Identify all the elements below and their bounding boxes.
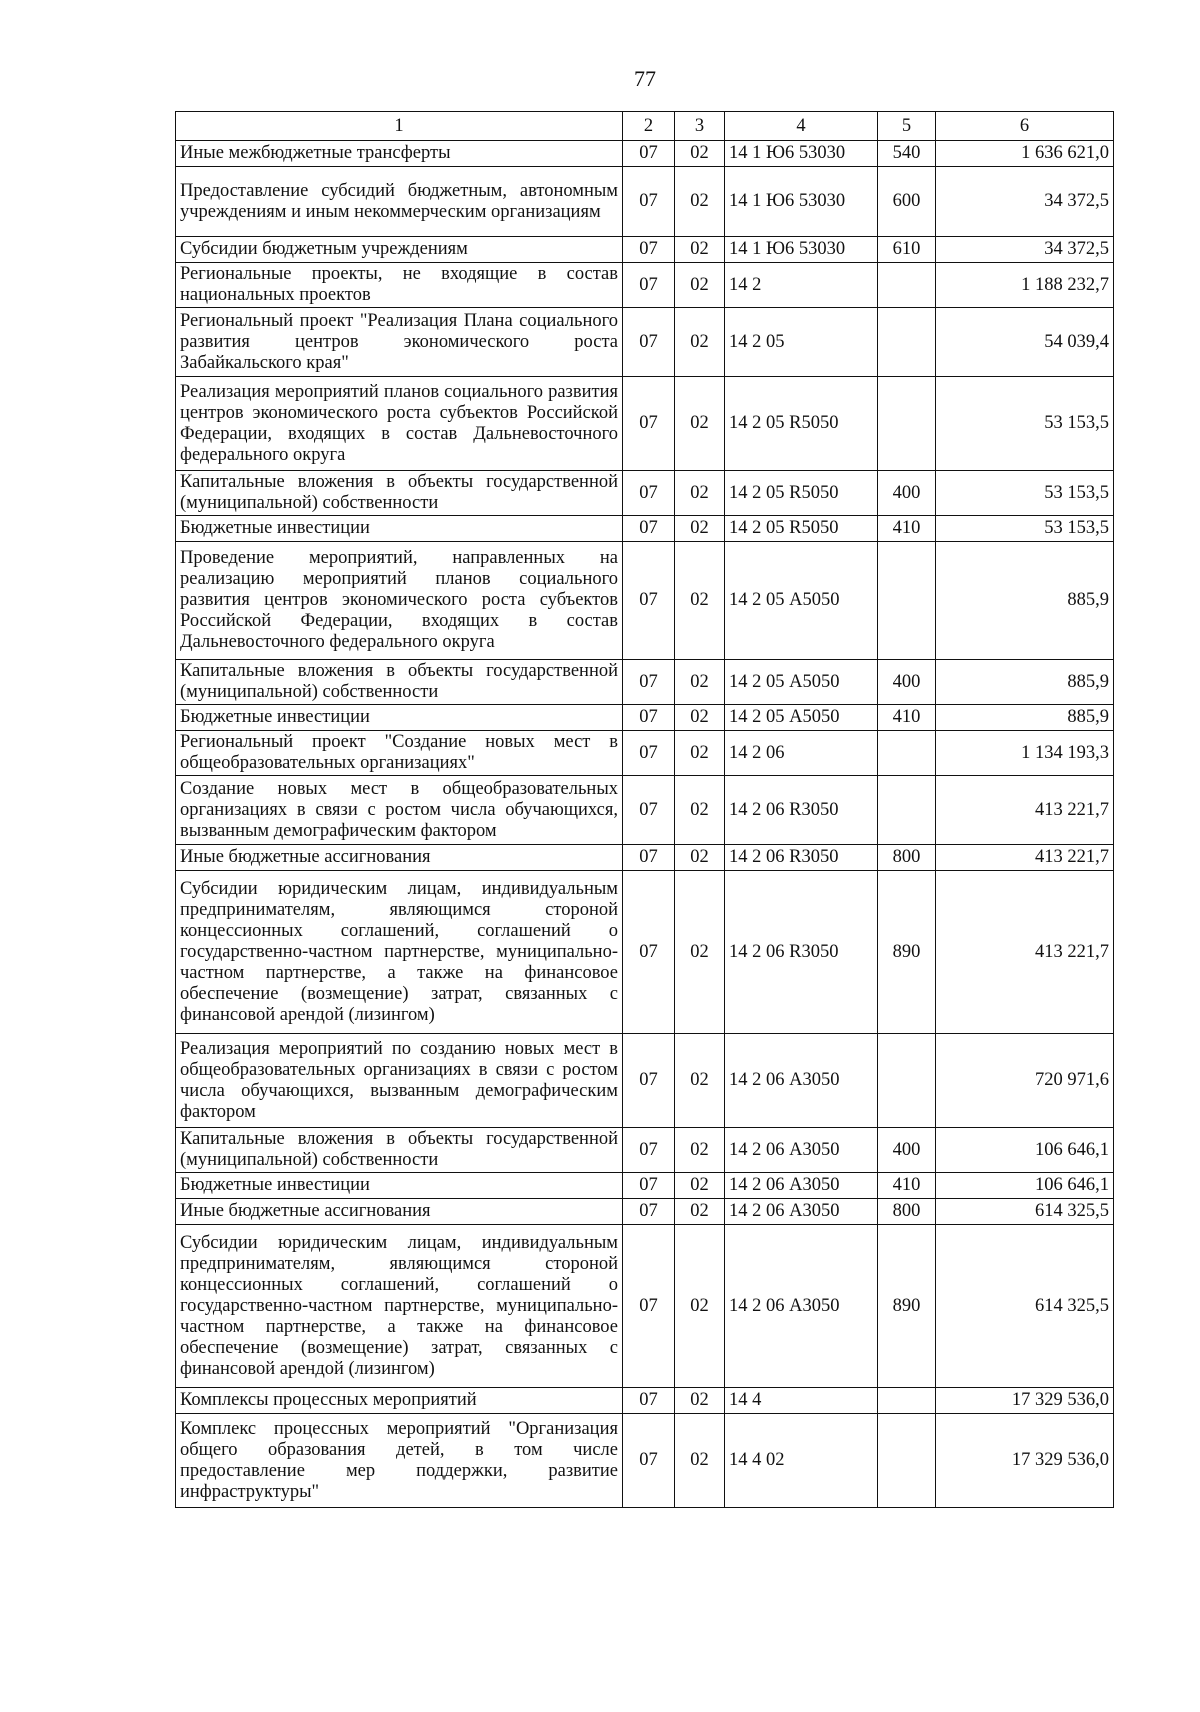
expense-type-cell: 800 — [878, 1199, 936, 1225]
subsection-cell: 02 — [675, 705, 725, 731]
section-cell: 07 — [623, 1034, 675, 1128]
section-cell: 07 — [623, 167, 675, 237]
table-row — [176, 237, 1114, 263]
row-name-cell: Бюджетные инвестиции — [176, 516, 623, 542]
subsection-cell: 02 — [675, 1199, 725, 1225]
subsection-cell: 02 — [675, 167, 725, 237]
subsection-cell: 02 — [675, 731, 725, 776]
table-row — [176, 871, 1114, 1034]
table-row — [176, 1225, 1114, 1388]
table-row — [176, 141, 1114, 167]
amount-cell: 53 153,5 — [936, 471, 1114, 516]
row-name-cell: Региональный проект "Реализация Плана социального развития центров экономического роста Забайкальского края" — [176, 308, 623, 377]
target-code-cell: 14 2 06 R3050 — [725, 871, 878, 1034]
table-row — [176, 1128, 1114, 1173]
target-code-cell: 14 1 Ю6 53030 — [725, 167, 878, 237]
expense-type-cell — [878, 308, 936, 377]
amount-cell: 106 646,1 — [936, 1128, 1114, 1173]
amount-cell: 17 329 536,0 — [936, 1414, 1114, 1508]
expense-type-cell: 400 — [878, 660, 936, 705]
amount-cell: 720 971,6 — [936, 1034, 1114, 1128]
section-cell: 07 — [623, 377, 675, 471]
amount-cell: 17 329 536,0 — [936, 1388, 1114, 1414]
expense-type-cell: 400 — [878, 471, 936, 516]
section-cell: 07 — [623, 263, 675, 308]
target-code-cell: 14 2 05 А5050 — [725, 660, 878, 705]
table-row — [176, 1388, 1114, 1414]
expense-type-cell: 600 — [878, 167, 936, 237]
table-row — [176, 845, 1114, 871]
expense-type-cell — [878, 1414, 936, 1508]
target-code-cell: 14 2 06 R3050 — [725, 776, 878, 845]
table-row — [176, 377, 1114, 471]
amount-cell: 34 372,5 — [936, 237, 1114, 263]
subsection-cell: 02 — [675, 1128, 725, 1173]
table-row — [176, 1199, 1114, 1225]
budget-table — [175, 111, 1114, 1508]
table-row — [176, 308, 1114, 377]
target-code-cell: 14 4 — [725, 1388, 878, 1414]
target-code-cell: 14 2 — [725, 263, 878, 308]
expense-type-cell: 410 — [878, 705, 936, 731]
header-cell: 6 — [936, 112, 1114, 141]
target-code-cell: 14 1 Ю6 53030 — [725, 141, 878, 167]
section-cell: 07 — [623, 1173, 675, 1199]
row-name-cell: Иные бюджетные ассигнования — [176, 1199, 623, 1225]
row-name-cell: Субсидии бюджетным учреждениям — [176, 237, 623, 263]
subsection-cell: 02 — [675, 660, 725, 705]
amount-cell: 885,9 — [936, 705, 1114, 731]
page-number: 77 — [634, 66, 656, 91]
expense-type-cell — [878, 263, 936, 308]
amount-cell: 1 636 621,0 — [936, 141, 1114, 167]
section-cell: 07 — [623, 1388, 675, 1414]
row-name-cell: Бюджетные инвестиции — [176, 705, 623, 731]
header-cell: 2 — [623, 112, 675, 141]
target-code-cell: 14 2 05 А5050 — [725, 542, 878, 660]
row-name-cell: Иные межбюджетные трансферты — [176, 141, 623, 167]
target-code-cell: 14 2 06 А3050 — [725, 1173, 878, 1199]
section-cell: 07 — [623, 1414, 675, 1508]
amount-cell: 53 153,5 — [936, 377, 1114, 471]
amount-cell: 885,9 — [936, 660, 1114, 705]
subsection-cell: 02 — [675, 377, 725, 471]
expense-type-cell — [878, 1388, 936, 1414]
section-cell: 07 — [623, 660, 675, 705]
table-row — [176, 471, 1114, 516]
amount-cell: 1 188 232,7 — [936, 263, 1114, 308]
amount-cell: 53 153,5 — [936, 516, 1114, 542]
section-cell: 07 — [623, 308, 675, 377]
row-name-cell: Капитальные вложения в объекты государственной (муниципальной) собственности — [176, 1128, 623, 1173]
expense-type-cell: 540 — [878, 141, 936, 167]
expense-type-cell: 410 — [878, 516, 936, 542]
row-name-cell: Проведение мероприятий, направленных на реализацию мероприятий планов социального развития центров экономического роста субъектов Российской Федерации, входящих в состав Дальневосточного федерального округа — [176, 542, 623, 660]
section-cell: 07 — [623, 1199, 675, 1225]
row-name-cell: Субсидии юридическим лицам, индивидуальным предпринимателям, являющимся стороной концессионных соглашений, соглашений о государственно-частном партнерстве, муниципально-частном партнерстве, а также на финансовое обеспечение (возмещение) затрат, связанных с финансовой арендой (лизингом) — [176, 871, 623, 1034]
header-row — [176, 112, 1114, 141]
target-code-cell: 14 2 06 А3050 — [725, 1199, 878, 1225]
amount-cell: 54 039,4 — [936, 308, 1114, 377]
subsection-cell: 02 — [675, 237, 725, 263]
amount-cell: 106 646,1 — [936, 1173, 1114, 1199]
section-cell: 07 — [623, 237, 675, 263]
subsection-cell: 02 — [675, 1173, 725, 1199]
subsection-cell: 02 — [675, 1414, 725, 1508]
table-row — [176, 263, 1114, 308]
section-cell: 07 — [623, 471, 675, 516]
expense-type-cell — [878, 731, 936, 776]
target-code-cell: 14 2 06 А3050 — [725, 1225, 878, 1388]
expense-type-cell: 610 — [878, 237, 936, 263]
header-cell: 3 — [675, 112, 725, 141]
section-cell: 07 — [623, 1128, 675, 1173]
amount-cell: 614 325,5 — [936, 1199, 1114, 1225]
amount-cell: 413 221,7 — [936, 845, 1114, 871]
section-cell: 07 — [623, 845, 675, 871]
table-row — [176, 167, 1114, 237]
subsection-cell: 02 — [675, 1225, 725, 1388]
subsection-cell: 02 — [675, 871, 725, 1034]
row-name-cell: Региональные проекты, не входящие в состав национальных проектов — [176, 263, 623, 308]
amount-cell: 34 372,5 — [936, 167, 1114, 237]
subsection-cell: 02 — [675, 776, 725, 845]
amount-cell: 413 221,7 — [936, 776, 1114, 845]
section-cell: 07 — [623, 871, 675, 1034]
header-cell: 4 — [725, 112, 878, 141]
target-code-cell: 14 2 06 А3050 — [725, 1034, 878, 1128]
header-cell: 5 — [878, 112, 936, 141]
subsection-cell: 02 — [675, 542, 725, 660]
subsection-cell: 02 — [675, 516, 725, 542]
amount-cell: 1 134 193,3 — [936, 731, 1114, 776]
table-row — [176, 705, 1114, 731]
target-code-cell: 14 2 06 R3050 — [725, 845, 878, 871]
row-name-cell: Региональный проект "Создание новых мест в общеобразовательных организациях" — [176, 731, 623, 776]
table-row — [176, 542, 1114, 660]
section-cell: 07 — [623, 542, 675, 660]
subsection-cell: 02 — [675, 471, 725, 516]
subsection-cell: 02 — [675, 1034, 725, 1128]
target-code-cell: 14 2 05 R5050 — [725, 516, 878, 542]
header-cell: 1 — [176, 112, 623, 141]
expense-type-cell — [878, 377, 936, 471]
target-code-cell: 14 2 05 R5050 — [725, 471, 878, 516]
expense-type-cell: 410 — [878, 1173, 936, 1199]
subsection-cell: 02 — [675, 263, 725, 308]
table-row — [176, 776, 1114, 845]
table-row — [176, 1173, 1114, 1199]
row-name-cell: Бюджетные инвестиции — [176, 1173, 623, 1199]
table-row — [176, 660, 1114, 705]
subsection-cell: 02 — [675, 1388, 725, 1414]
row-name-cell: Иные бюджетные ассигнования — [176, 845, 623, 871]
target-code-cell: 14 4 02 — [725, 1414, 878, 1508]
amount-cell: 885,9 — [936, 542, 1114, 660]
section-cell: 07 — [623, 705, 675, 731]
row-name-cell: Капитальные вложения в объекты государственной (муниципальной) собственности — [176, 660, 623, 705]
row-name-cell: Субсидии юридическим лицам, индивидуальным предпринимателям, являющимся стороной концессионных соглашений, соглашений о государственно-частном партнерстве, муниципально-частном партнерстве, а также на финансовое обеспечение (возмещение) затрат, связанных с финансовой арендой (лизингом) — [176, 1225, 623, 1388]
section-cell: 07 — [623, 141, 675, 167]
section-cell: 07 — [623, 776, 675, 845]
table-row — [176, 1034, 1114, 1128]
target-code-cell: 14 2 05 А5050 — [725, 705, 878, 731]
target-code-cell: 14 2 06 — [725, 731, 878, 776]
expense-type-cell — [878, 542, 936, 660]
target-code-cell: 14 1 Ю6 53030 — [725, 237, 878, 263]
row-name-cell: Комплекс процессных мероприятий "Организация общего образования детей, в том числе предоставление мер поддержки, развитие инфраструктуры" — [176, 1414, 623, 1508]
subsection-cell: 02 — [675, 308, 725, 377]
expense-type-cell: 890 — [878, 1225, 936, 1388]
amount-cell: 413 221,7 — [936, 871, 1114, 1034]
expense-type-cell — [878, 1034, 936, 1128]
section-cell: 07 — [623, 516, 675, 542]
row-name-cell: Реализация мероприятий по созданию новых мест в общеобразовательных организациях в связи с ростом числа обучающихся, вызванным демографическим фактором — [176, 1034, 623, 1128]
expense-type-cell — [878, 776, 936, 845]
subsection-cell: 02 — [675, 141, 725, 167]
table-row — [176, 1414, 1114, 1508]
row-name-cell: Капитальные вложения в объекты государственной (муниципальной) собственности — [176, 471, 623, 516]
row-name-cell: Реализация мероприятий планов социального развития центров экономического роста субъектов Российской Федерации, входящих в состав Дальневосточного федерального округа — [176, 377, 623, 471]
expense-type-cell: 890 — [878, 871, 936, 1034]
amount-cell: 614 325,5 — [936, 1225, 1114, 1388]
expense-type-cell: 400 — [878, 1128, 936, 1173]
table-row — [176, 731, 1114, 776]
row-name-cell: Предоставление субсидий бюджетным, автономным учреждениям и иным некоммерческим организациям — [176, 167, 623, 237]
table-row — [176, 516, 1114, 542]
target-code-cell: 14 2 05 R5050 — [725, 377, 878, 471]
section-cell: 07 — [623, 1225, 675, 1388]
row-name-cell: Создание новых мест в общеобразовательных организациях в связи с ростом числа обучающихся, вызванным демографическим фактором — [176, 776, 623, 845]
subsection-cell: 02 — [675, 845, 725, 871]
expense-type-cell: 800 — [878, 845, 936, 871]
target-code-cell: 14 2 06 А3050 — [725, 1128, 878, 1173]
section-cell: 07 — [623, 731, 675, 776]
row-name-cell: Комплексы процессных мероприятий — [176, 1388, 623, 1414]
target-code-cell: 14 2 05 — [725, 308, 878, 377]
